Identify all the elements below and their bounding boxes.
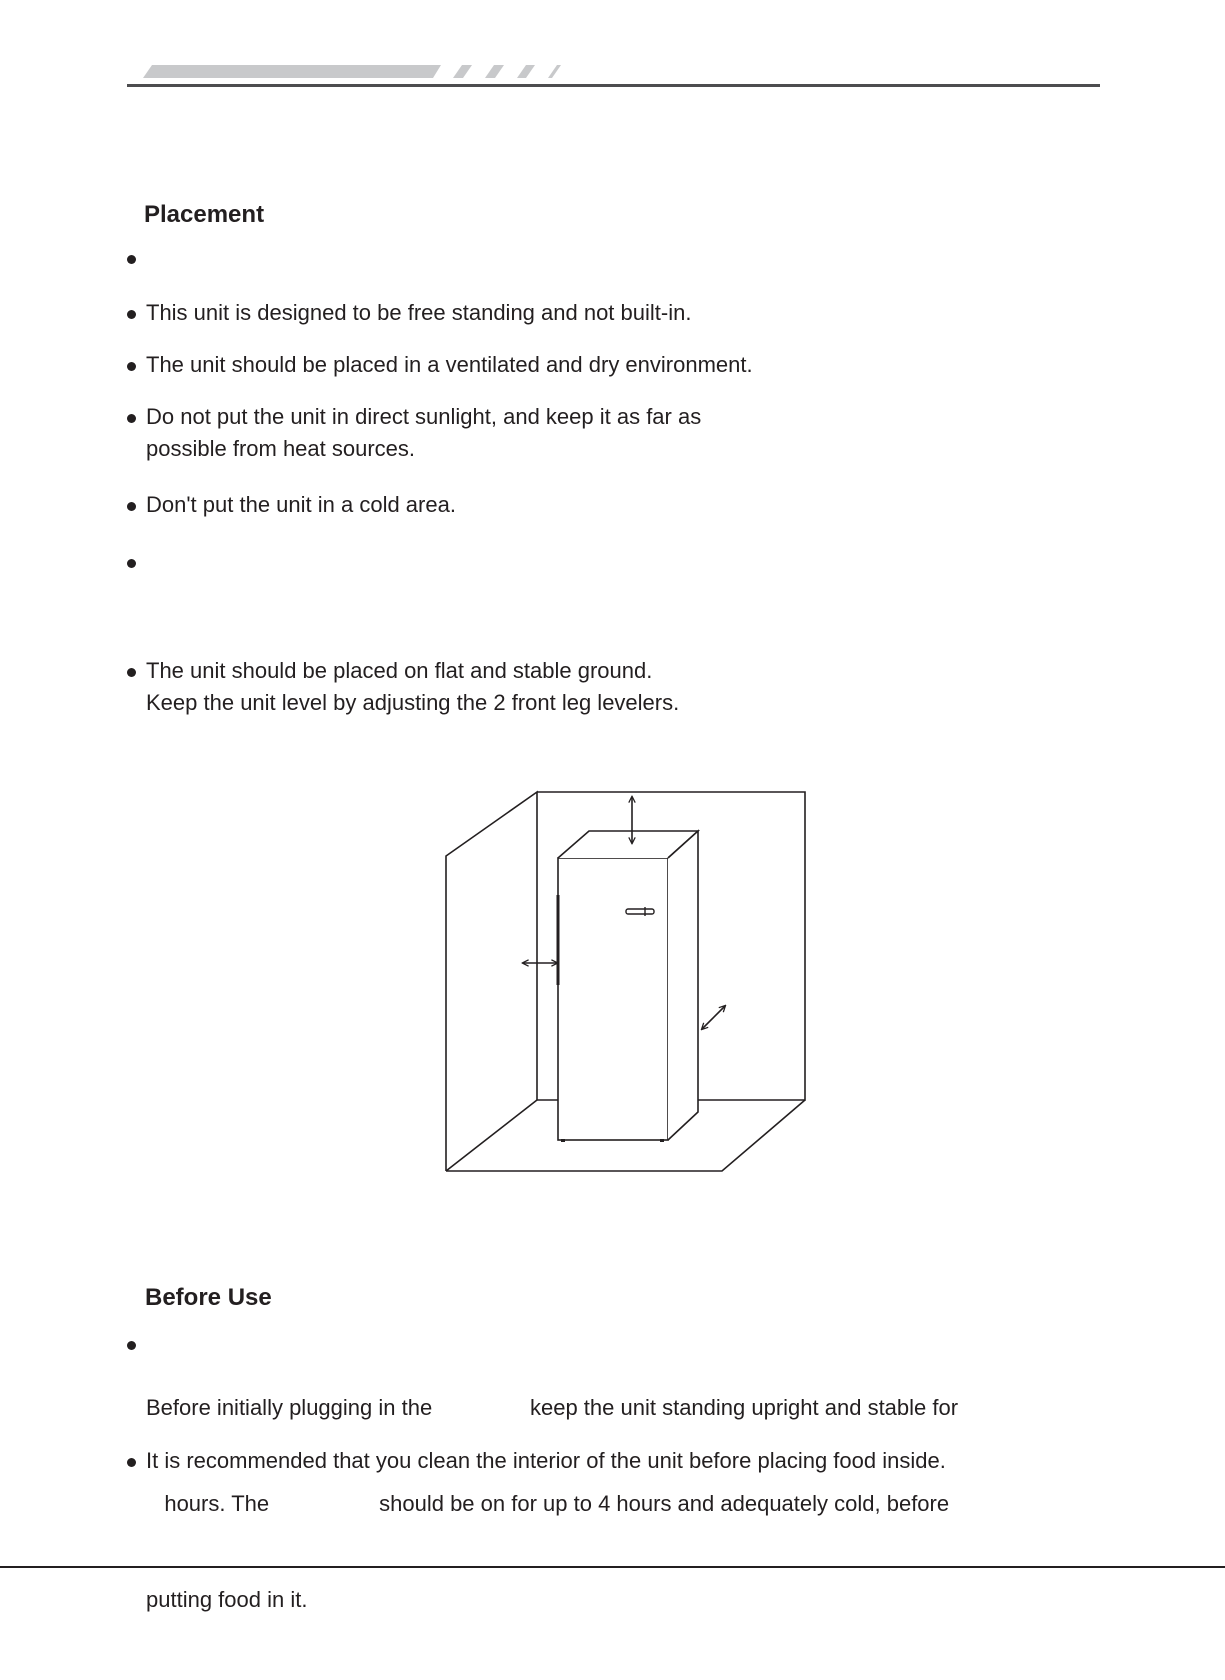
before-use-title: Before Use: [145, 1284, 272, 1311]
door-handle: [626, 907, 654, 916]
header-slash-1: [453, 65, 472, 78]
header-decoration: [0, 0, 1225, 95]
header-slash-4: [548, 65, 561, 78]
bullet-text: It is recommended that you clean the interior of the unit before placing food inside.: [146, 1448, 946, 1473]
bullet-dot: [127, 362, 136, 371]
room-left-wall: [446, 792, 537, 1171]
bullet-text: Don't put the unit in a cold area.: [146, 492, 456, 517]
placement-title: Placement: [144, 201, 265, 228]
header-slash-2: [485, 65, 504, 78]
bullet-text: The unit should be placed in a ventilated and dry environment.: [146, 352, 753, 377]
bullet-dot: [127, 255, 136, 264]
cabinet-side: [668, 831, 698, 1140]
bullet-dot: [127, 414, 136, 423]
footer-rule: [0, 1566, 1225, 1568]
bullet-text: Before initially plugging in the keep the unit standing upright and stable for hours. The should be on for up to 4 hours and adequately cold, before putting food in it.: [146, 1395, 959, 1612]
bullet-text: This unit is designed to be free standing and not built-in.: [146, 300, 692, 325]
bullet-dot: [127, 559, 136, 568]
header-rule: [127, 84, 1100, 87]
bullet-dot: [127, 502, 136, 511]
back-clearance-arrow: [702, 1006, 725, 1029]
bullet-text: Do not put the unit in direct sunlight, and keep it as far as possible from heat sources.: [146, 404, 702, 461]
header-bar-shape: [143, 65, 441, 78]
placement-clearance-diagram: [430, 780, 820, 1190]
bullet-dot: [127, 1458, 136, 1467]
cabinet-front: [558, 858, 668, 1140]
bullet-dot: [127, 310, 136, 319]
bullet-dot: [127, 668, 136, 677]
header-slash-3: [517, 65, 535, 78]
bullet-dot: [127, 1341, 136, 1350]
bullet-text: The unit should be placed on flat and stable ground. Keep the unit level by adjusting the 2 front leg levelers.: [146, 658, 680, 715]
